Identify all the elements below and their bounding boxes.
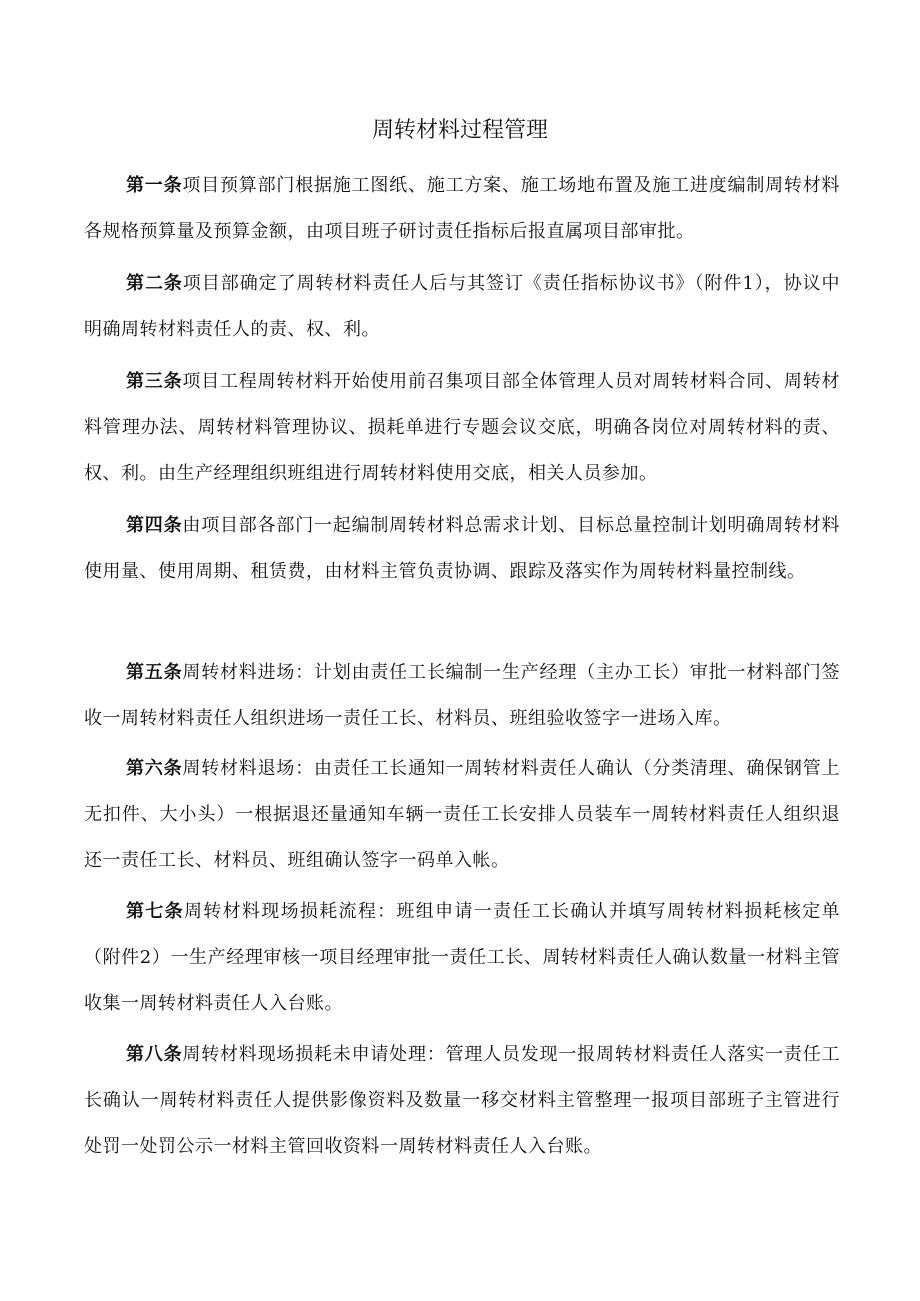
article-5	[84, 650, 840, 742]
article-text: 周转材料退场：由责任工长通知一周转材料责任人确认（分类清理、确保钢管上无扣件、大小头）一根据退还量通知车辆一责任工长安排人员装车一周转材料责任人组织退还一责任工长、材料员、班组确认签字一码单入帐。	[84, 758, 841, 871]
article-8	[84, 1032, 840, 1170]
article-label: 第七条	[126, 901, 184, 922]
article-label: 第六条	[126, 758, 183, 779]
article-2	[84, 261, 840, 353]
article-3	[84, 359, 840, 497]
article-text: 项目预算部门根据施工图纸、施工方案、施工场地布置及施工进度编制周转材料各规格预算量及预算金额，由项目班子研讨责任指标后报直属项目部审批。	[84, 175, 841, 242]
article-label: 第三条	[126, 371, 183, 392]
article-1	[84, 163, 840, 255]
article-label: 第二条	[126, 273, 183, 294]
article-text: 项目工程周转材料开始使用前召集项目部全体管理人员对周转材料合同、周转材料管理办法、周转材料管理协议、损耗单进行专题会议交底，明确各岗位对周转材料的责、权、利。由生产经理组织班组进行周转材料使用交底，相关人员参加。	[84, 371, 841, 484]
article-label: 第八条	[126, 1044, 183, 1065]
article-6	[84, 746, 840, 884]
article-text: 周转材料现场损耗流程：班组申请一责任工长确认并填写周转材料损耗核定单（附件2）一生产经理审核一项目经理审批一责任工长、周转材料责任人确认数量一材料主管收集一周转材料责任人入台账。	[84, 901, 841, 1014]
article-label: 第五条	[126, 662, 183, 683]
article-label: 第一条	[126, 175, 183, 196]
article-text: 由项目部各部门一起编制周转材料总需求计划、目标总量控制计划明确周转材料使用量、使用周期、租赁费，由材料主管负责协调、跟踪及落实作为周转材料量控制线。	[84, 515, 841, 582]
article-4	[84, 503, 840, 595]
article-text: 周转材料现场损耗未申请处理：管理人员发现一报周转材料责任人落实一责任工长确认一周转材料责任人提供影像资料及数量一移交材料主管整理一报项目部班子主管进行处罚一处罚公示一材料主管回收资料一周转材料责任人入台账。	[84, 1044, 841, 1157]
article-text: 周转材料进场：计划由责任工长编制一生产经理（主办工长）审批一材料部门签收一周转材料责任人组织进场一责任工长、材料员、班组验收签字一进场入库。	[84, 662, 841, 729]
article-7	[84, 889, 840, 1027]
article-label: 第四条	[126, 515, 183, 536]
article-text: 项目部确定了周转材料责任人后与其签订《责任指标协议书》（附件1），协议中明确周转材料责任人的责、权、利。	[84, 273, 841, 340]
document-title: 周转材料过程管理	[371, 118, 548, 143]
